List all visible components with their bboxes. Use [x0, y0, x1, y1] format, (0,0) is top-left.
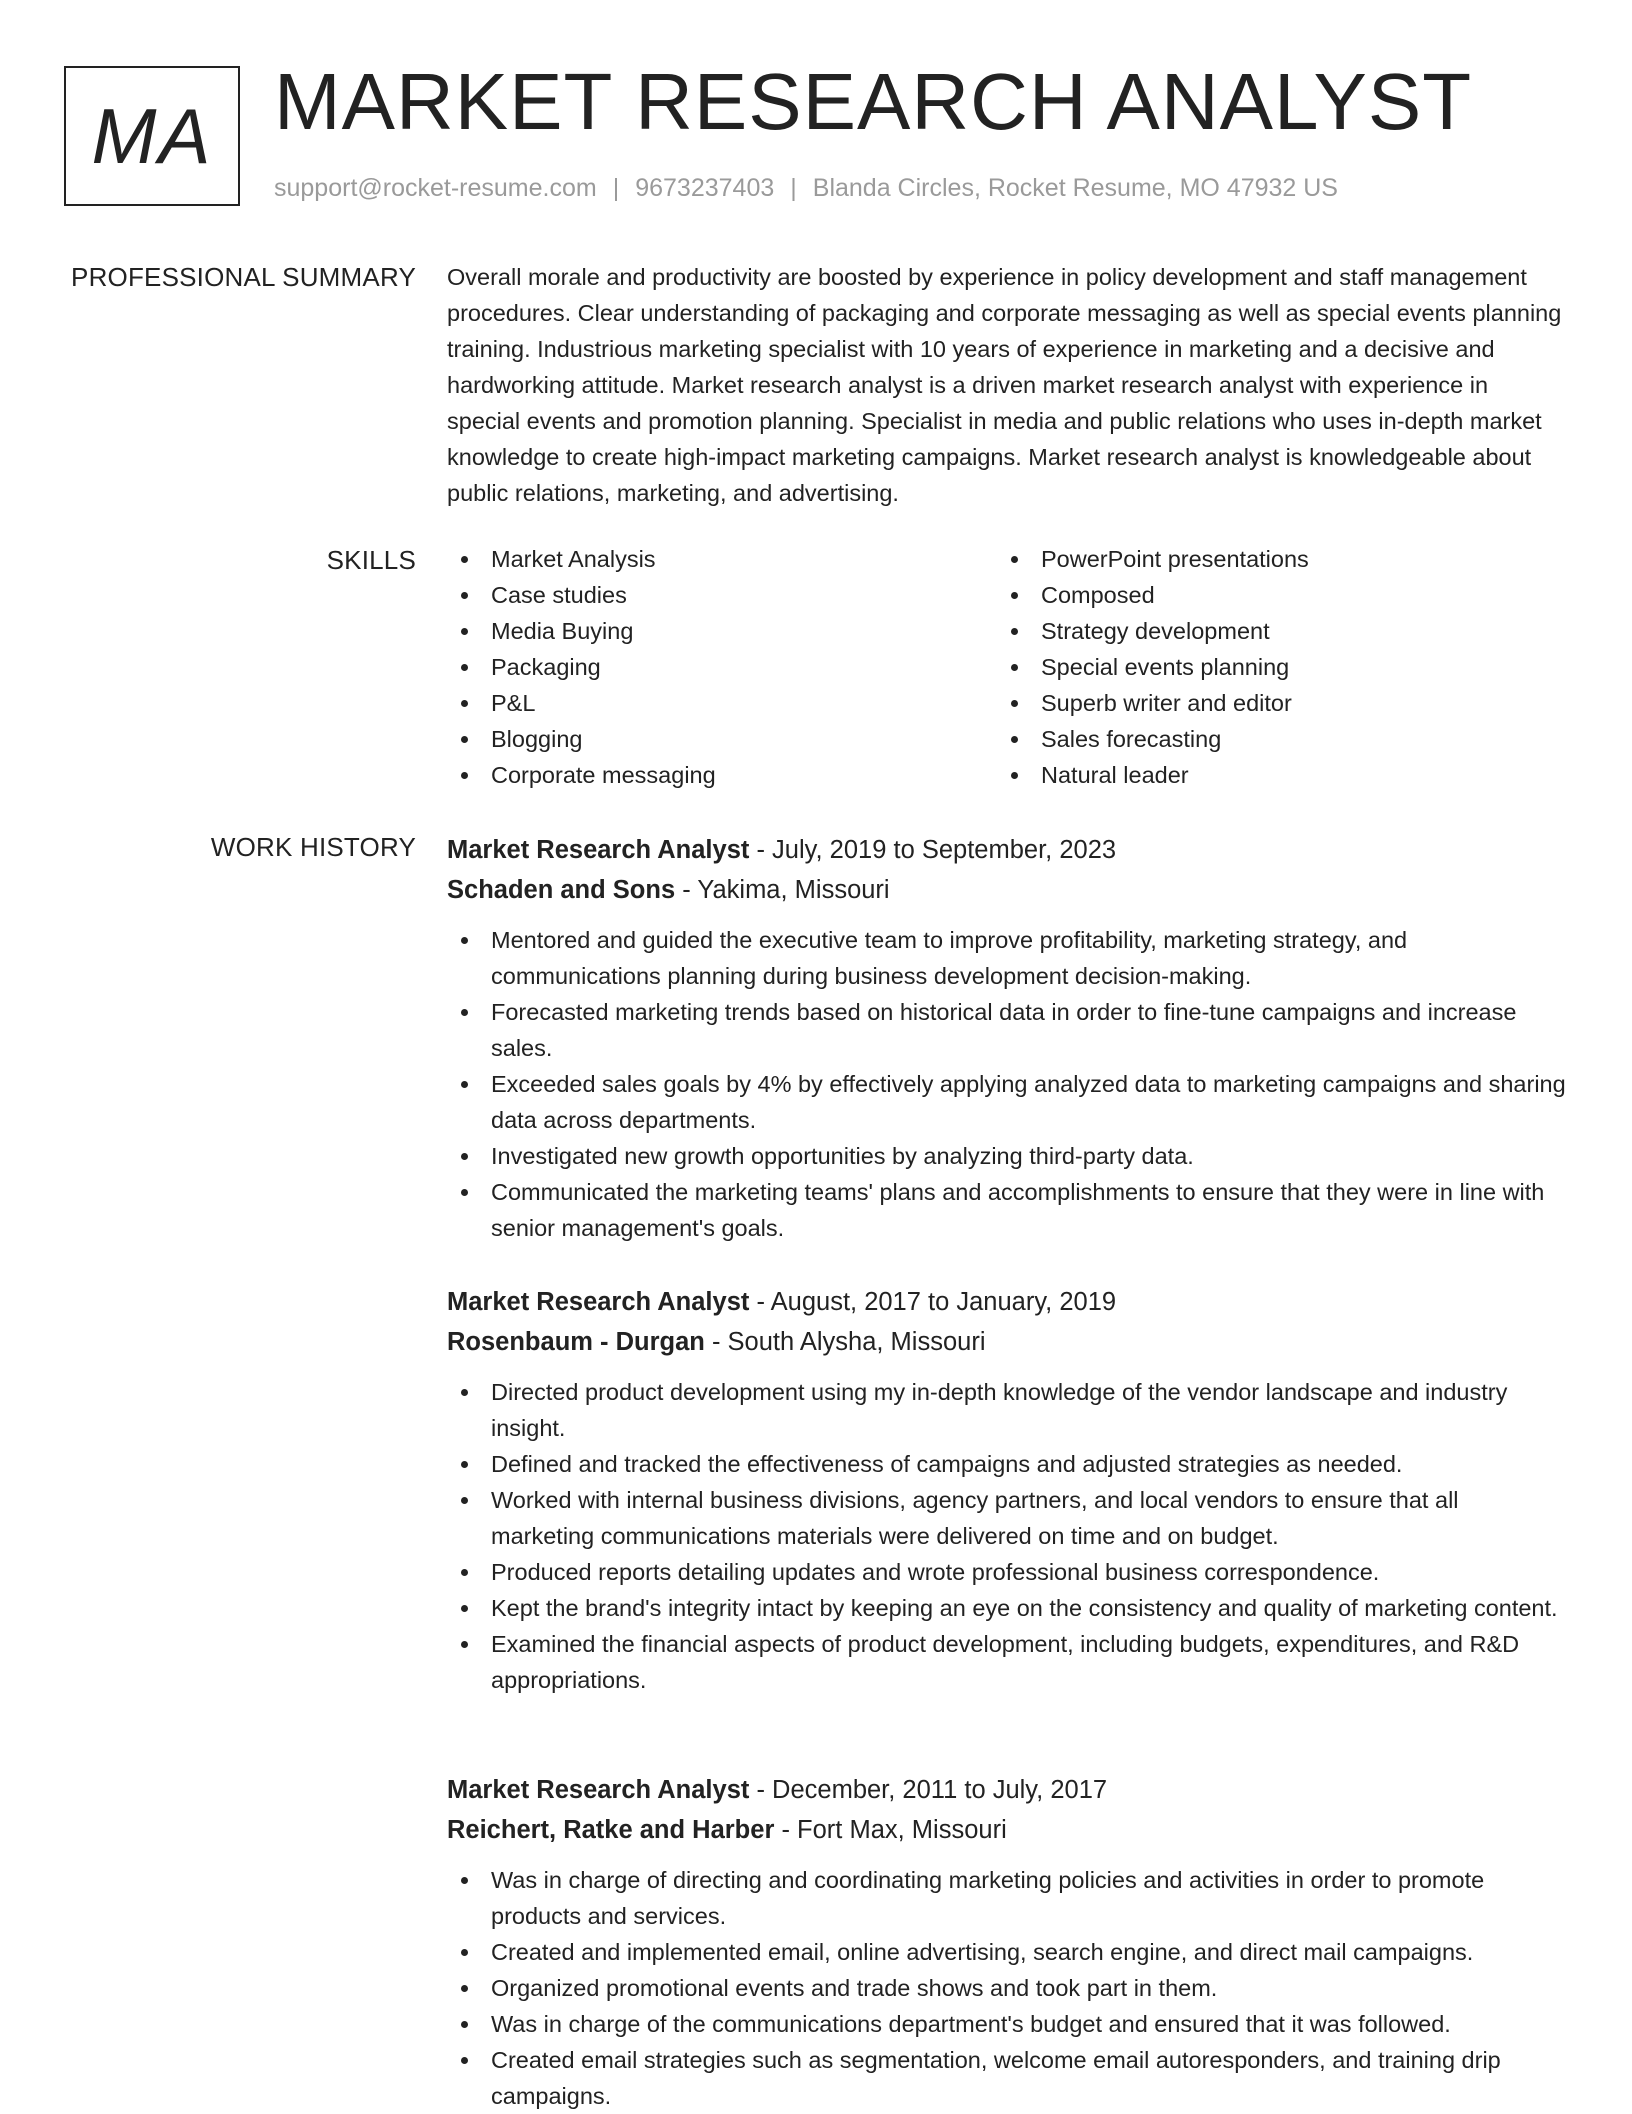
duty-item: Examined the financial aspects of product development, including budgets, expenditures, and R&D appropriations. [447, 1626, 1567, 1698]
job-title: Market Research Analyst [447, 1288, 750, 1316]
contact-phone[interactable]: 9673237403 [635, 174, 775, 202]
job-company-line [447, 1810, 1567, 1850]
duty-item: Was in charge of the communications department's budget and ensured that it was followed. [447, 2006, 1567, 2042]
job-location: - Yakima, Missouri [682, 876, 890, 904]
job-company: Rosenbaum - Durgan [447, 1328, 705, 1356]
skills-section [0, 541, 1632, 801]
summary-section [0, 258, 1632, 518]
contact-separator: | [790, 174, 797, 202]
duty-item: Directed product development using my in-depth knowledge of the vendor landscape and industry insight. [447, 1374, 1567, 1446]
duty-item: Worked with internal business divisions, agency partners, and local vendors to ensure that all marketing communications materials were delivered on time and on budget. [447, 1482, 1567, 1554]
job-company: Schaden and Sons [447, 876, 676, 904]
work-history-heading: WORK HISTORY [210, 832, 416, 862]
job-company: Reichert, Ratke and Harber [447, 1816, 775, 1844]
duty-item: Defined and tracked the effectiveness of campaigns and adjusted strategies as needed. [447, 1446, 1567, 1482]
job-dates: - August, 2017 to January, 2019 [756, 1288, 1117, 1316]
skill-item: Superb writer and editor [997, 685, 1309, 721]
job-title-line [447, 830, 1567, 870]
duty-item: Investigated new growth opportunities by analyzing third-party data. [447, 1138, 1567, 1174]
job-title-line [447, 1770, 1567, 1810]
skills-list-right [997, 541, 1309, 793]
job-duties [447, 1374, 1567, 1698]
contact-email[interactable]: support@rocket-resume.com [274, 174, 597, 202]
duty-item: Organized promotional events and trade shows and took part in them. [447, 1970, 1567, 2006]
job-duties [447, 922, 1567, 1246]
skill-item: Special events planning [997, 649, 1309, 685]
job-title-line [447, 1282, 1567, 1322]
work-history-section [0, 830, 1632, 2112]
duty-item: Created email strategies such as segmentation, welcome email autoresponders, and training drip campaigns. [447, 2042, 1567, 2114]
contact-separator: | [612, 174, 620, 202]
duty-item: Was in charge of directing and coordinating marketing policies and activities in order to promote products and services. [447, 1862, 1567, 1934]
duty-item: Produced reports detailing updates and wrote professional business correspondence. [447, 1554, 1567, 1590]
duty-item: Exceeded sales goals by 4% by effectively applying analyzed data to marketing campaigns and sharing data across departments. [447, 1066, 1567, 1138]
job-company-line [447, 1322, 1567, 1362]
job-location: - South Alysha, Missouri [711, 1328, 986, 1356]
job-entry [447, 1770, 1567, 2114]
contact-line [274, 174, 1338, 203]
resume-title: MARKET RESEARCH ANALYST [274, 57, 1473, 146]
job-entry [447, 830, 1567, 1246]
job-title: Market Research Analyst [447, 836, 750, 864]
job-title: Market Research Analyst [447, 1776, 750, 1804]
skills-heading: SKILLS [326, 545, 416, 575]
skill-item: Natural leader [997, 757, 1309, 793]
skill-item: P&L [447, 685, 716, 721]
summary-body [447, 258, 1567, 510]
summary-heading: PROFESSIONAL SUMMARY [71, 262, 416, 292]
skill-item: PowerPoint presentations [997, 541, 1309, 577]
skill-item: Blogging [447, 721, 716, 757]
monogram-logo: MA [64, 66, 240, 206]
summary-text: Overall morale and productivity are boosted by experience in policy development and staff management procedures. Clear understanding of packaging and corporate messaging as well as special events planning training. Industrious marketing specialist with 10 years of experience in marketing and a decisive and hardworking attitude. Market research analyst is a driven market research analyst with experience in special events and promotion planning. Specialist in media and public relations who uses in-depth market knowledge to create high-impact marketing campaigns. Market research analyst is knowledgeable about public relations, marketing, and advertising. [447, 264, 1562, 506]
skill-item: Media Buying [447, 613, 716, 649]
contact-address: Blanda Circles, Rocket Resume, MO 47932 US [812, 174, 1338, 202]
skill-item: Corporate messaging [447, 757, 716, 793]
duty-item: Mentored and guided the executive team to improve profitability, marketing strategy, and communications planning during business development decision-making. [447, 922, 1567, 994]
skill-item: Composed [997, 577, 1309, 613]
skills-list-left [447, 541, 716, 793]
job-company-line [447, 870, 1567, 910]
job-duties [447, 1862, 1567, 2114]
duty-item: Created and implemented email, online advertising, search engine, and direct mail campaigns. [447, 1934, 1567, 1970]
skill-item: Packaging [447, 649, 716, 685]
skill-item: Market Analysis [447, 541, 716, 577]
skill-item: Sales forecasting [997, 721, 1309, 757]
duty-item: Communicated the marketing teams' plans and accomplishments to ensure that they were in line with senior management's goals. [447, 1174, 1567, 1246]
job-dates: - July, 2019 to September, 2023 [756, 836, 1117, 864]
job-dates: - December, 2011 to July, 2017 [756, 1776, 1108, 1804]
job-entry [447, 1282, 1567, 1698]
skill-item: Case studies [447, 577, 716, 613]
duty-item: Forecasted marketing trends based on historical data in order to fine-tune campaigns and increase sales. [447, 994, 1567, 1066]
duty-item: Kept the brand's integrity intact by keeping an eye on the consistency and quality of marketing content. [447, 1590, 1567, 1626]
skill-item: Strategy development [997, 613, 1309, 649]
job-location: - Fort Max, Missouri [781, 1816, 1007, 1844]
